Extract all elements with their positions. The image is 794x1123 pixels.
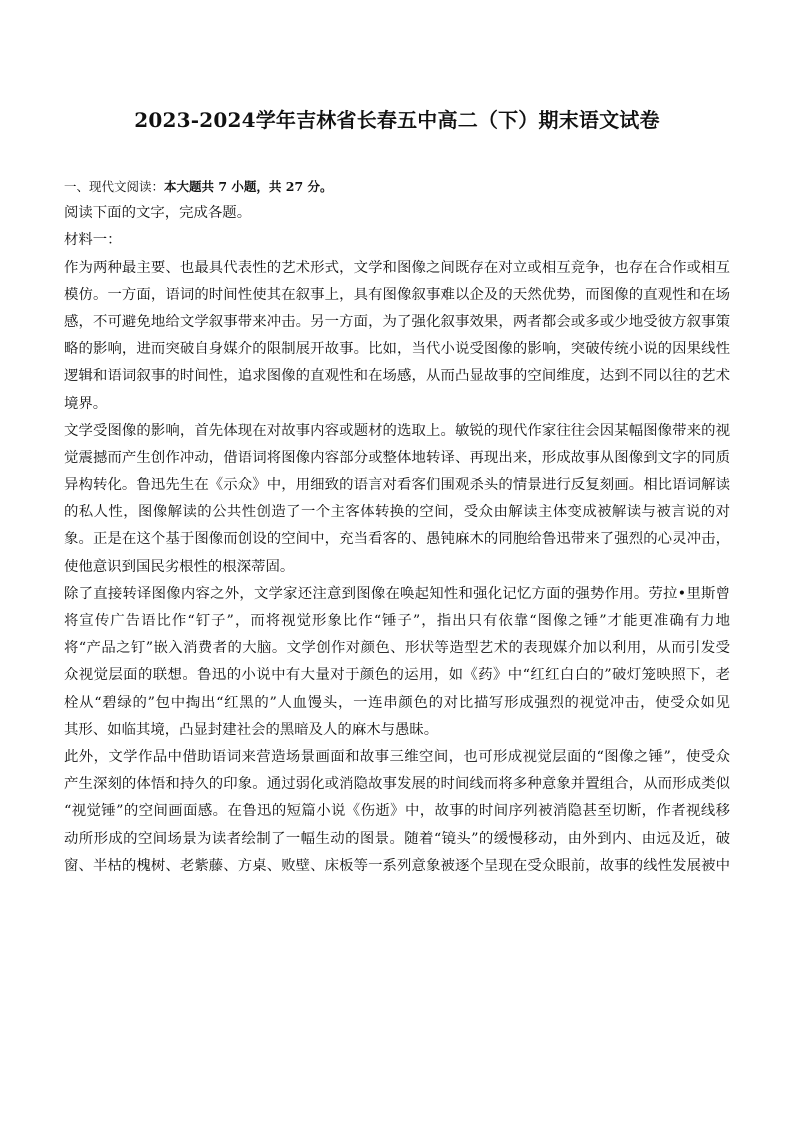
paragraph-line: 其形、如临其境，凸显封建社会的黑暗及人的麻木与愚昧。: [64, 721, 439, 738]
section-heading-detail: 本大题共 7 小题，共 27 分。: [164, 179, 333, 194]
paragraph-line: 产生深刻的体悟和持久的印象。通过弱化或消隐故事发展的时间线而将多种意象并置组合，从而形成类似: [64, 776, 730, 793]
material-label: 材料一：: [64, 232, 122, 249]
paragraph-line: 象。正是在这个基于图像而创设的空间中，充当看客的、愚钝麻木的同胞给鲁迅带来了强烈的心灵冲击，: [64, 531, 730, 548]
paragraph-line: 窗、半枯的槐树、老紫藤、方桌、败壁、床板等一系列意象被逐个呈现在受众眼前，故事的线性发展被中: [64, 857, 730, 874]
section-heading-prefix: 一、现代文阅读：: [64, 179, 165, 194]
instruction-line: 阅读下面的文字，完成各题。: [64, 205, 252, 222]
paragraph-line: 异构转化。鲁迅先生在《示众》中，用细致的语言对看客们围观杀头的情景进行反复刻画。相比语词解读: [64, 477, 730, 494]
document-title: 2023-2024学年吉林省长春五中高二（下）期末语文试卷: [134, 108, 660, 132]
paragraph-line: 作为两种最主要、也最具代表性的艺术形式，文学和图像之间既存在对立或相互竞争，也存在合作或相互: [64, 259, 730, 276]
paragraph-line: 模仿。一方面，语词的时间性使其在叙事上，具有图像叙事难以企及的天然优势，而图像的直观性和在场: [64, 286, 730, 303]
paragraph-line: “视觉锤”的空间画面感。在鲁迅的短篇小说《伤逝》中，故事的时间序列被消隐甚至切断，作者视线移: [64, 803, 730, 820]
paragraph-line: 使他意识到国民劣根性的根深蒂固。: [64, 558, 295, 575]
paragraph-line: 栓从“碧绿的”包中掏出“红黑的”人血馒头，一连串颜色的对比描写形成强烈的视觉冲击，使受众如见: [64, 694, 730, 711]
paragraph-line: 将“产品之钉”嵌入消费者的大脑。文学创作对颜色、形状等造型艺术的表现媒介加以利用，从而引发受: [64, 640, 730, 657]
paragraph-line: 境界。: [64, 395, 108, 412]
paragraph-line: 动所形成的空间场景为读者绘制了一幅生动的图景。随着“镜头”的缓慢移动，由外到内、由远及近，破: [64, 830, 730, 847]
paragraph-line: 的私人性，图像解读的公共性创造了一个主客体转换的空间，受众由解读主体变成被解读与被言说的对: [64, 504, 730, 521]
paragraph-line: 众视觉层面的联想。鲁迅的小说中有大量对于颜色的运用，如《药》中“红红白白的”破灯笼映照下，老: [64, 667, 730, 684]
paragraph-line: 将宣传广告语比作“钉子”，而将视觉形象比作“锤子”，指出只有依靠“图像之锤”才能更准确有力地: [64, 613, 730, 629]
paragraph-line: 觉震撼而产生创作冲动，借语词将图像内容部分或整体地转译、再现出来，形成故事从图像到文字的同质: [64, 449, 730, 466]
paragraph-line: 文学受图像的影响，首先体现在对故事内容或题材的选取上。敏锐的现代作家往往会因某幅图像带来的视: [64, 422, 730, 439]
paragraph-line: 此外，文学作品中借助语词来营造场景画面和故事三维空间，也可形成视觉层面的“图像之锤”，使受众: [64, 748, 730, 765]
paragraph-line: 除了直接转译图像内容之外，文学家还注意到图像在唤起知性和强化记忆方面的强势作用。劳拉•里斯曾: [64, 585, 730, 602]
document-body: [64, 173, 730, 880]
paragraph-line: 感，不可避免地给文学叙事带来冲击。另一方面，为了强化叙事效果，两者都会或多或少地受彼方叙事策: [64, 313, 730, 330]
section-heading: [64, 173, 730, 200]
paragraph-line: 略的影响，进而突破自身媒介的限制展开故事。比如，当代小说受图像的影响，突破传统小说的因果线性: [64, 341, 730, 358]
paragraph-line: 逻辑和语词叙事的时间性，追求图像的直观性和在场感，从而凸显故事的空间维度，达到不同以往的艺术: [64, 368, 730, 385]
